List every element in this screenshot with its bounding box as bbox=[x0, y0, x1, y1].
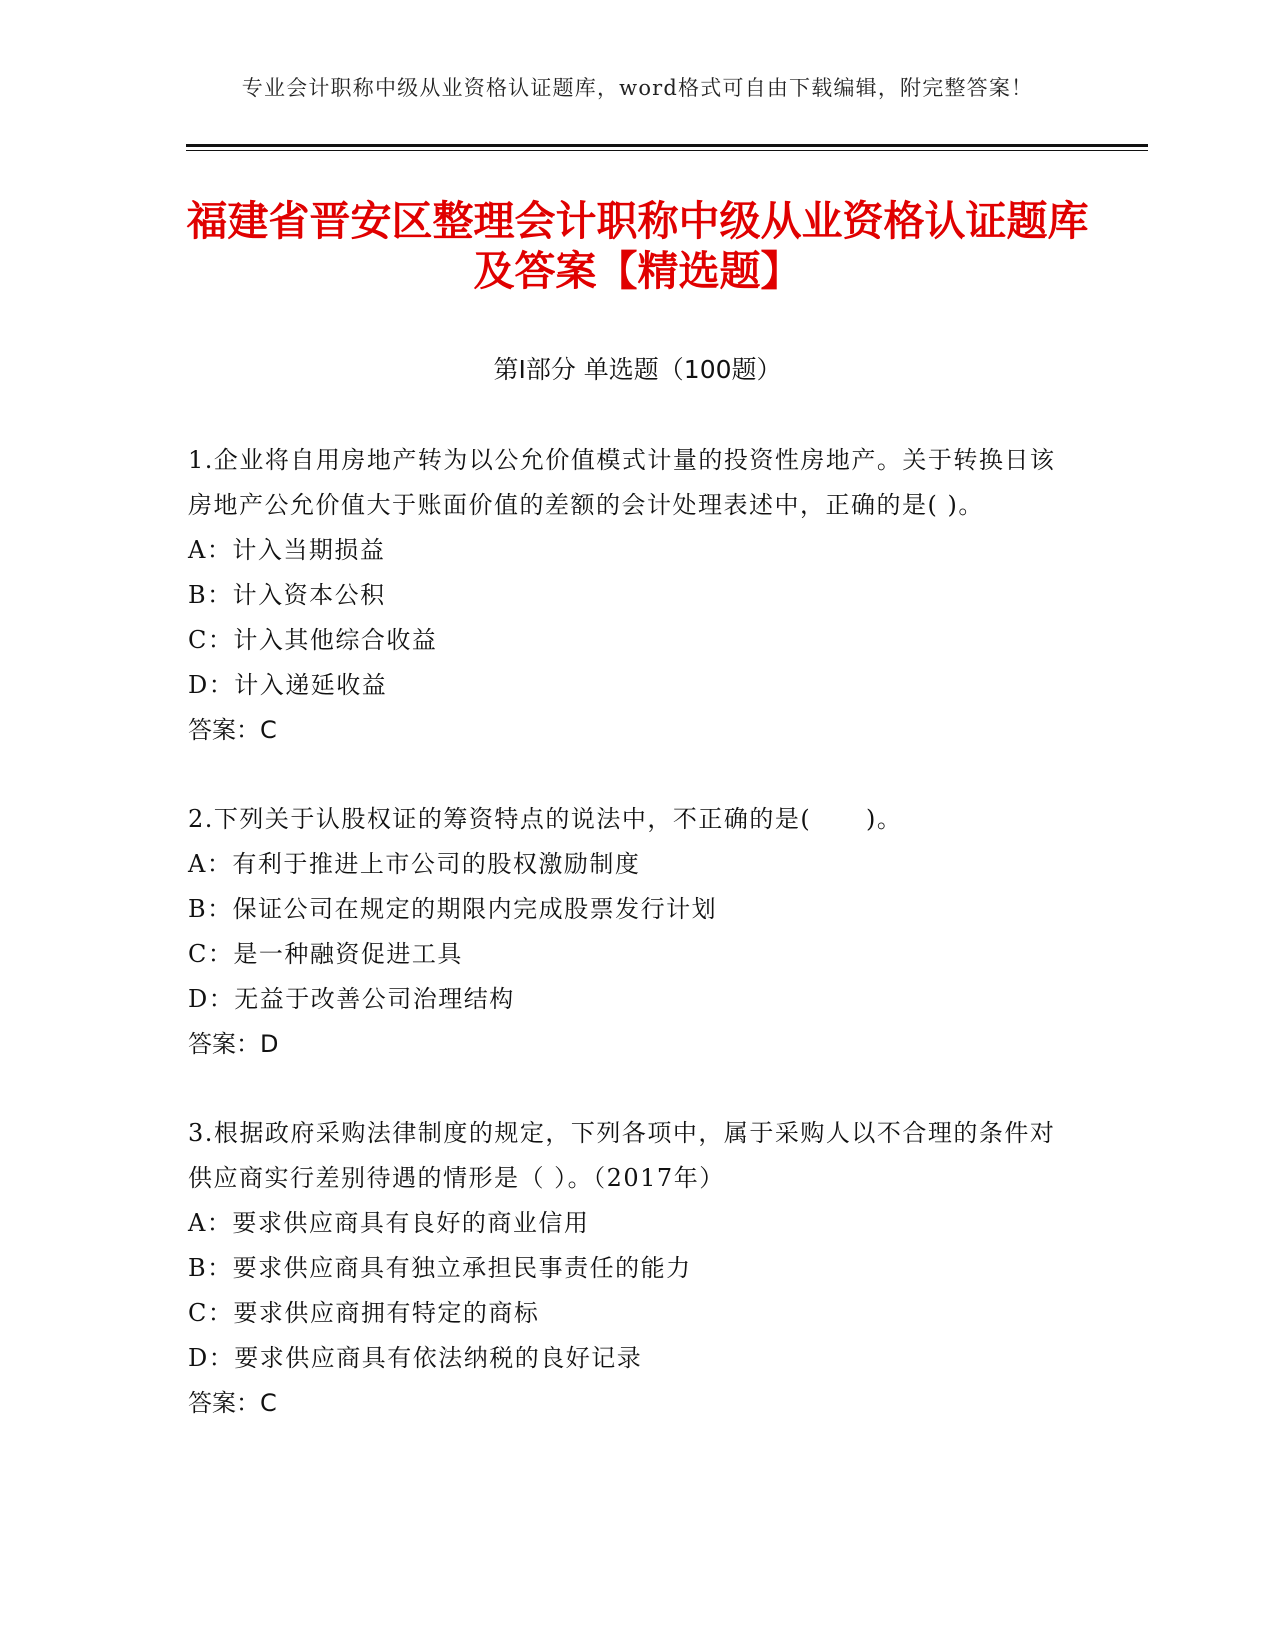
option-c: C：要求供应商拥有特定的商标 bbox=[188, 1299, 540, 1327]
answer: 答案：C bbox=[188, 1389, 277, 1417]
option-a: A：计入当期损益 bbox=[188, 536, 386, 564]
question-list bbox=[188, 438, 1078, 1470]
option-a: A：有利于推进上市公司的股权激励制度 bbox=[188, 850, 641, 878]
option-d: D：计入递延收益 bbox=[188, 671, 388, 699]
header-note: 专业会计职称中级从业资格认证题库，word格式可自由下载编辑，附完整答案！ bbox=[241, 76, 1034, 100]
header-rule-thin bbox=[186, 150, 1148, 151]
option-d: D：要求供应商具有依法纳税的良好记录 bbox=[188, 1344, 643, 1372]
question-stem: 1.企业将自用房地产转为以公允价值模式计量的投资性房地产。关于转换日该房地产公允价值大于账面价值的差额的会计处理表述中，正确的是( )。 bbox=[188, 446, 1056, 519]
option-d: D：无益于改善公司治理结构 bbox=[188, 985, 515, 1013]
option-c: C：是一种融资促进工具 bbox=[188, 940, 463, 968]
question-1 bbox=[188, 438, 1078, 753]
option-c: C：计入其他综合收益 bbox=[188, 626, 438, 654]
option-b: B：保证公司在规定的期限内完成股票发行计划 bbox=[188, 895, 718, 923]
question-stem: 2.下列关于认股权证的筹资特点的说法中，不正确的是( )。 bbox=[188, 805, 903, 833]
answer: 答案：C bbox=[188, 716, 277, 744]
question-2 bbox=[188, 797, 1078, 1067]
section-title: 第Ⅰ部分 单选题（100题） bbox=[493, 355, 782, 384]
option-b: B：计入资本公积 bbox=[188, 581, 386, 609]
option-b: B：要求供应商具有独立承担民事责任的能力 bbox=[188, 1254, 692, 1282]
document-title: 福建省晋安区整理会计职称中级从业资格认证题库及答案【精选题】 bbox=[186, 197, 1089, 295]
header-rule-thick bbox=[186, 144, 1148, 147]
question-3 bbox=[188, 1111, 1078, 1426]
answer: 答案：D bbox=[188, 1030, 279, 1058]
question-stem: 3.根据政府采购法律制度的规定，下列各项中，属于采购人以不合理的条件对供应商实行差别待遇的情形是（ ）。（2017年） bbox=[188, 1119, 1056, 1192]
option-a: A：要求供应商具有良好的商业信用 bbox=[188, 1209, 590, 1237]
